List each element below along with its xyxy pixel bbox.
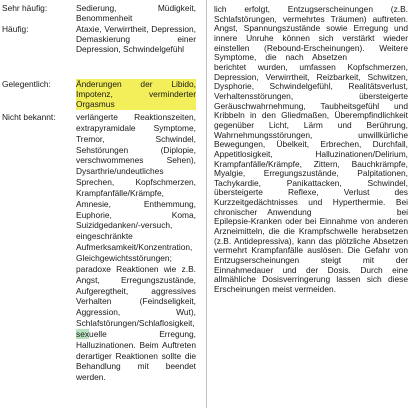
frequency-description: Sedierung, Müdigkeit, Benommenheit xyxy=(76,3,196,24)
right-column-text xyxy=(214,5,408,295)
frequency-description: Ataxie, Verwirrtheit, Depression, Demaskierung einer Depression, Schwindelgefühl xyxy=(76,24,196,55)
withdrawal-text-1: lich erfolgt, Entzugserscheinungen (z.B. Schlafstörungen, vermehrtes Träumen) auftreten. Angst, Spannungszustände sowie Erregung und innere Unruhe können sich verstärkt wieder einstellen (Rebound-Erscheinungen). Weitere Symptome, die nach Absetzen xyxy=(214,4,408,63)
column-divider xyxy=(206,0,207,408)
highlighted-description: Änderungen der Libido, Impotenz, verminderter Orgasmus xyxy=(76,79,196,110)
highlighted-word: sex xyxy=(76,328,90,339)
withdrawal-text-3: bei Epilepsie-Kranken oder bei Einnahme von anderen Arzneimitteln, die die Krampfschwelle herabsetzen (z.B. Antidepressiva), kann das plötzliche Absetzen vermehrt Krampfanfälle auslösen. Die Gefahr von Entzugserscheinungen steigt mit der Einnahmedauer und der Dosis. Durch eine allmähliche Dosisverringerung lassen sich diese Erscheinungen meist vermeiden. xyxy=(214,206,408,295)
frequency-label: Nicht bekannt: xyxy=(2,112,56,122)
frequency-label: Häufig: xyxy=(2,24,29,34)
frequency-description xyxy=(76,112,196,383)
frequency-label: Sehr häufig: xyxy=(2,3,48,13)
description-text-continued: uelle Erregung, Halluzinationen. Beim Auftreten derartiger Reaktionen sollte die Behandlung mit beendet werden. xyxy=(76,328,196,383)
withdrawal-text-2: berichtet wurden, umfassen Kopfschmerzen, Depression, Verwirrtheit, Reizbarkeit, Schwitzen, Dysphorie, Schwindelgefühl, Realitätsverlust, Verhaltensstörungen, übersteigerte Geräuschwahrnehmung, Taubheitsgefühl und Kribbeln in den Gliedmaßen, Überempfindlichkeit gegenüber Licht, Lärm und Berührung, Wahrnehmungsstörungen, unwillkürliche Bewegungen, Übelkeit, Erbrechen, Durchfall, Appetitlosigkeit, Halluzinationen/Delirium, Krampfanfälle/Krämpfe, Zittern, Bauchkrämpfe, Myalgie, Erregungszustände, Palpitationen, Tachykardie, Panikattacken, Schwindel, übersteigerte Reflexe, Verlust des Kurzzeitgedächtnisses und Hyperthermie. Bei chronischer Anwendung xyxy=(214,61,408,217)
description-text: verlängerte Reaktionszeiten, extrapyramidale Symptome, Tremor, Schwindel, Sehstörungen (Diplopie, verschwommenes Sehen), Dysarthrie/undeutliches Sprechen, Kopfschmerzen, Krampfanfälle/Krämpfe, Amnesie, Enthemmung, Euphorie, Koma, Suizidgedanken/-versuch, eingeschränkte Aufmerksamkeit/Konzentration, Gleichgewichtsstörungen; paradoxe Reaktionen wie z.B. Angst, Erregungszustände, Aufgeregtheit, aggressives Verhalten (Feindseligkeit, Aggression, Wut), Schlafstörungen/Schlaflosigkeit, xyxy=(76,112,196,329)
frequency-label: Gelegentlich: xyxy=(2,79,51,89)
